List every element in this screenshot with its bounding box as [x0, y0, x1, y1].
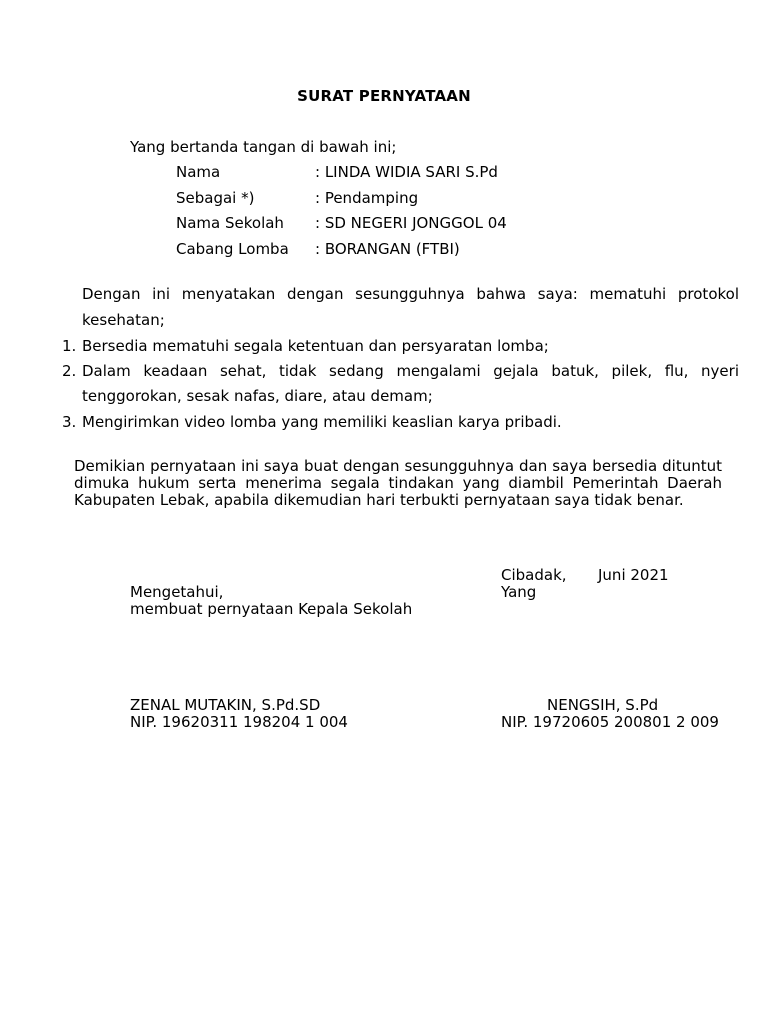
item-2-line-1: Dalam keadaan sehat, tidak sedang mengalami gejala batuk, pilek, flu, nyeri: [82, 362, 739, 380]
field-label-nama-sekolah: Nama Sekolah: [176, 214, 284, 232]
field-value-nama: : LINDA WIDIA SARI S.Pd: [315, 163, 498, 181]
field-value-nama-sekolah: : SD NEGERI JONGGOL 04: [315, 214, 507, 232]
item-number-2: 2.: [62, 362, 77, 380]
membuat-pernyataan-text: membuat pernyataan Kepala Sekolah: [130, 600, 413, 618]
signer-right-name: NENGSIH, S.Pd: [547, 696, 659, 714]
document-title: SURAT PERNYATAAN: [297, 87, 471, 105]
field-value-sebagai: : Pendamping: [315, 189, 419, 207]
date-text: Juni 2021: [598, 566, 669, 584]
field-label-sebagai: Sebagai *): [176, 189, 255, 207]
statement-line-2: kesehatan;: [82, 311, 165, 329]
field-label-cabang-lomba: Cabang Lomba: [176, 240, 289, 258]
statement-line-1: Dengan ini menyatakan dengan sesungguhnya bahwa saya: mematuhi protokol: [82, 285, 739, 303]
mengetahui-text: Mengetahui,: [130, 583, 224, 601]
signer-left-name: ZENAL MUTAKIN, S.Pd.SD: [130, 696, 321, 714]
intro-text: Yang bertanda tangan di bawah ini;: [130, 138, 397, 156]
signer-left-nip: NIP. 19620311 198204 1 004: [130, 713, 348, 731]
item-2-line-2: tenggorokan, sesak nafas, diare, atau demam;: [82, 387, 433, 405]
place-text: Cibadak,: [501, 566, 567, 584]
item-number-3: 3.: [62, 413, 77, 431]
item-1-line-1: Bersedia mematuhi segala ketentuan dan persyaratan lomba;: [82, 337, 549, 355]
field-label-nama: Nama: [176, 163, 221, 181]
signer-right-nip: NIP. 19720605 200801 2 009: [501, 713, 719, 731]
item-number-1: 1.: [62, 337, 77, 355]
right-yang-text: Yang: [501, 583, 537, 601]
field-value-cabang-lomba: : BORANGAN (FTBI): [315, 240, 460, 258]
item-3-line-1: Mengirimkan video lomba yang memiliki keaslian karya pribadi.: [82, 413, 562, 431]
closing-paragraph: Demikian pernyataan ini saya buat dengan sesungguhnya dan saya bersedia dituntut dimuka hukum serta menerima segala tindakan yang diambil Pemerintah Daerah Kabupaten Lebak, apabila dikemudian hari terbukti pernyataan saya tidak benar.: [74, 457, 722, 509]
